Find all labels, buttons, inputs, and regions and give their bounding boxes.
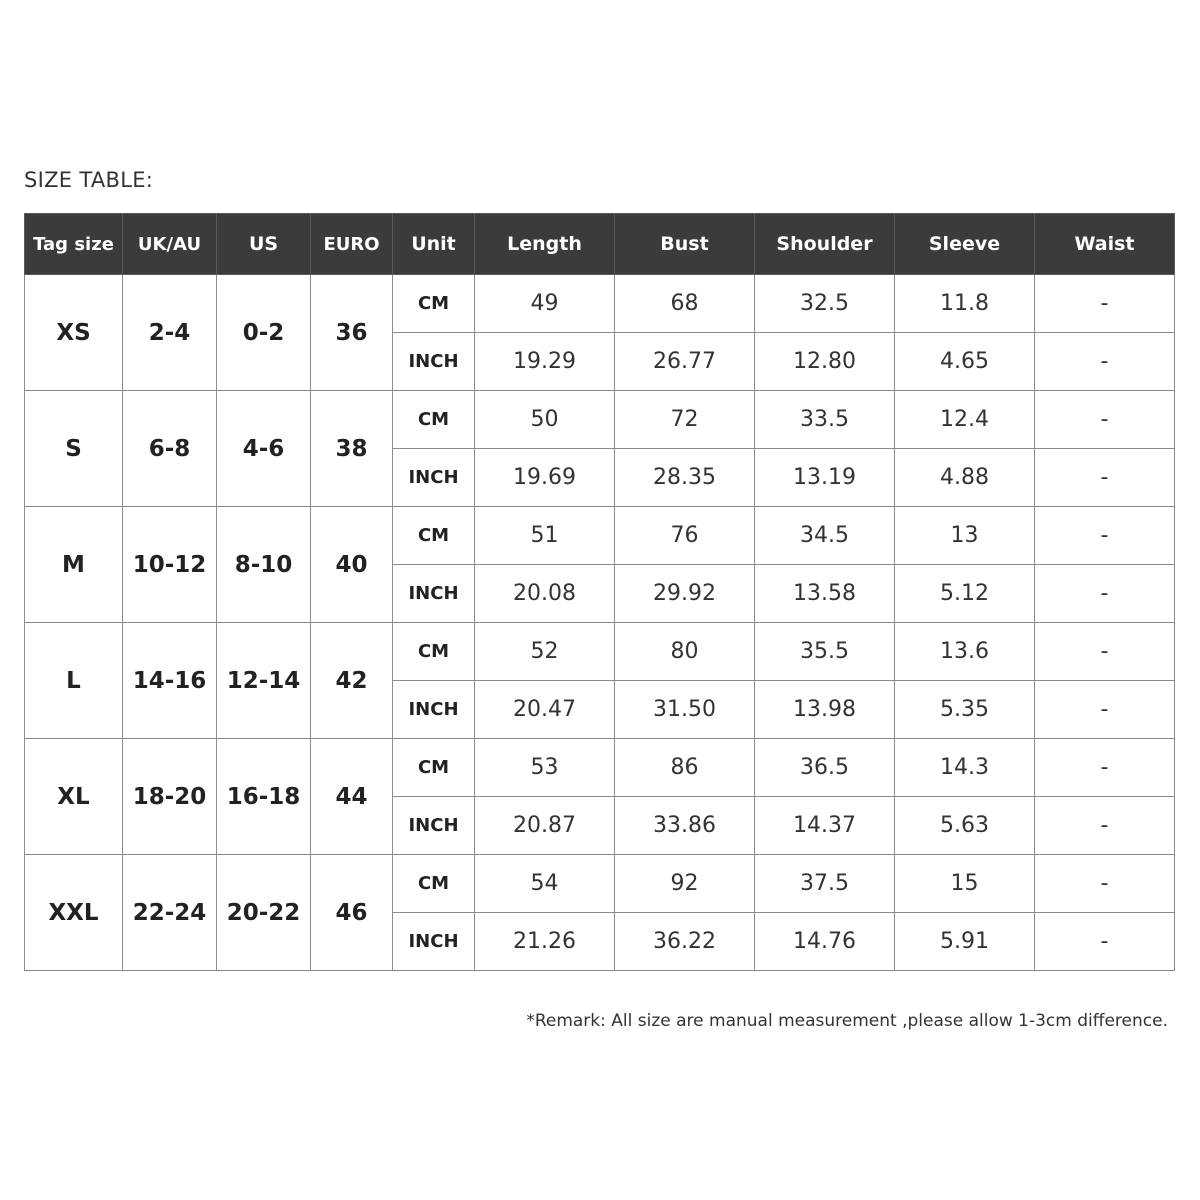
header-waist: Waist	[1035, 214, 1175, 275]
table-row	[25, 391, 1175, 449]
header-us: US	[217, 214, 311, 275]
unit-cell: INCH	[393, 565, 475, 623]
length-cell: 52	[475, 623, 615, 681]
sleeve-cell: 5.12	[895, 565, 1035, 623]
euro-cell: 36	[311, 275, 393, 391]
us-cell: 0-2	[217, 275, 311, 391]
waist-cell: -	[1035, 565, 1175, 623]
shoulder-cell: 14.37	[755, 797, 895, 855]
unit-cell: CM	[393, 275, 475, 333]
us-cell: 20-22	[217, 855, 311, 971]
bust-cell: 33.86	[615, 797, 755, 855]
tag-size-cell: XL	[25, 739, 123, 855]
bust-cell: 31.50	[615, 681, 755, 739]
euro-cell: 40	[311, 507, 393, 623]
unit-cell: CM	[393, 739, 475, 797]
unit-cell: INCH	[393, 913, 475, 971]
table-row	[25, 623, 1175, 681]
table-row	[25, 739, 1175, 797]
waist-cell: -	[1035, 449, 1175, 507]
header-sleeve: Sleeve	[895, 214, 1035, 275]
shoulder-cell: 13.19	[755, 449, 895, 507]
tag-size-cell: M	[25, 507, 123, 623]
sleeve-cell: 5.91	[895, 913, 1035, 971]
shoulder-cell: 37.5	[755, 855, 895, 913]
waist-cell: -	[1035, 623, 1175, 681]
uk-au-cell: 14-16	[123, 623, 217, 739]
unit-cell: INCH	[393, 797, 475, 855]
header-unit: Unit	[393, 214, 475, 275]
unit-cell: CM	[393, 623, 475, 681]
shoulder-cell: 36.5	[755, 739, 895, 797]
unit-cell: CM	[393, 507, 475, 565]
tag-size-cell: L	[25, 623, 123, 739]
us-cell: 8-10	[217, 507, 311, 623]
unit-cell: CM	[393, 855, 475, 913]
uk-au-cell: 6-8	[123, 391, 217, 507]
euro-cell: 38	[311, 391, 393, 507]
waist-cell: -	[1035, 333, 1175, 391]
sleeve-cell: 5.35	[895, 681, 1035, 739]
bust-cell: 80	[615, 623, 755, 681]
header-uk-au: UK/AU	[123, 214, 217, 275]
header-bust: Bust	[615, 214, 755, 275]
sleeve-cell: 4.65	[895, 333, 1035, 391]
waist-cell: -	[1035, 507, 1175, 565]
shoulder-cell: 14.76	[755, 913, 895, 971]
page-title: SIZE TABLE:	[24, 168, 154, 192]
shoulder-cell: 34.5	[755, 507, 895, 565]
bust-cell: 92	[615, 855, 755, 913]
shoulder-cell: 35.5	[755, 623, 895, 681]
table-header-row	[25, 214, 1175, 275]
header-length: Length	[475, 214, 615, 275]
euro-cell: 44	[311, 739, 393, 855]
uk-au-cell: 10-12	[123, 507, 217, 623]
unit-cell: INCH	[393, 333, 475, 391]
shoulder-cell: 13.98	[755, 681, 895, 739]
length-cell: 19.69	[475, 449, 615, 507]
waist-cell: -	[1035, 855, 1175, 913]
length-cell: 20.87	[475, 797, 615, 855]
sleeve-cell: 13.6	[895, 623, 1035, 681]
length-cell: 21.26	[475, 913, 615, 971]
shoulder-cell: 12.80	[755, 333, 895, 391]
table-row	[25, 275, 1175, 333]
unit-cell: INCH	[393, 681, 475, 739]
remark-note: *Remark: All size are manual measurement ,please allow 1-3cm difference.	[526, 1011, 1168, 1031]
bust-cell: 28.35	[615, 449, 755, 507]
length-cell: 53	[475, 739, 615, 797]
us-cell: 4-6	[217, 391, 311, 507]
header-tag-size: Tag size	[25, 214, 123, 275]
header-euro: EURO	[311, 214, 393, 275]
tag-size-cell: XS	[25, 275, 123, 391]
length-cell: 20.47	[475, 681, 615, 739]
bust-cell: 36.22	[615, 913, 755, 971]
bust-cell: 68	[615, 275, 755, 333]
us-cell: 12-14	[217, 623, 311, 739]
tag-size-cell: S	[25, 391, 123, 507]
length-cell: 20.08	[475, 565, 615, 623]
length-cell: 49	[475, 275, 615, 333]
tag-size-cell: XXL	[25, 855, 123, 971]
length-cell: 19.29	[475, 333, 615, 391]
bust-cell: 86	[615, 739, 755, 797]
table-row	[25, 855, 1175, 913]
waist-cell: -	[1035, 681, 1175, 739]
uk-au-cell: 22-24	[123, 855, 217, 971]
sleeve-cell: 15	[895, 855, 1035, 913]
size-table	[24, 213, 1175, 971]
bust-cell: 72	[615, 391, 755, 449]
shoulder-cell: 13.58	[755, 565, 895, 623]
bust-cell: 29.92	[615, 565, 755, 623]
shoulder-cell: 32.5	[755, 275, 895, 333]
waist-cell: -	[1035, 913, 1175, 971]
sleeve-cell: 12.4	[895, 391, 1035, 449]
header-shoulder: Shoulder	[755, 214, 895, 275]
uk-au-cell: 2-4	[123, 275, 217, 391]
euro-cell: 42	[311, 623, 393, 739]
sleeve-cell: 14.3	[895, 739, 1035, 797]
table-row	[25, 507, 1175, 565]
unit-cell: CM	[393, 391, 475, 449]
euro-cell: 46	[311, 855, 393, 971]
waist-cell: -	[1035, 797, 1175, 855]
uk-au-cell: 18-20	[123, 739, 217, 855]
unit-cell: INCH	[393, 449, 475, 507]
sleeve-cell: 5.63	[895, 797, 1035, 855]
sleeve-cell: 11.8	[895, 275, 1035, 333]
sleeve-cell: 4.88	[895, 449, 1035, 507]
waist-cell: -	[1035, 391, 1175, 449]
bust-cell: 26.77	[615, 333, 755, 391]
length-cell: 50	[475, 391, 615, 449]
waist-cell: -	[1035, 275, 1175, 333]
shoulder-cell: 33.5	[755, 391, 895, 449]
length-cell: 54	[475, 855, 615, 913]
waist-cell: -	[1035, 739, 1175, 797]
us-cell: 16-18	[217, 739, 311, 855]
length-cell: 51	[475, 507, 615, 565]
sleeve-cell: 13	[895, 507, 1035, 565]
bust-cell: 76	[615, 507, 755, 565]
